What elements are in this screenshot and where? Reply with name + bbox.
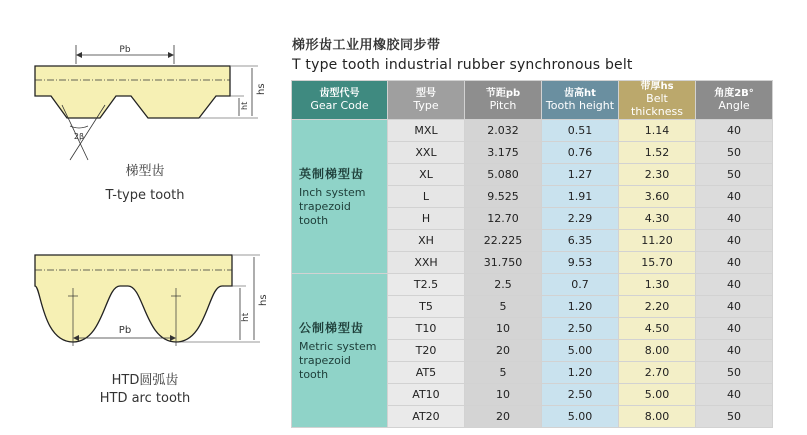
cell-type: AT20 — [388, 406, 465, 428]
cell-type: T5 — [388, 296, 465, 318]
header-angle — [696, 81, 773, 120]
cell-pitch: 2.032 — [465, 120, 542, 142]
cell-belt-thickness: 3.60 — [619, 186, 696, 208]
diagram-panel — [0, 0, 285, 435]
cell-tooth-height: 5.00 — [542, 340, 619, 362]
arrow-left-icon — [76, 52, 82, 58]
header-type-en: Type — [413, 98, 439, 112]
cell-type: MXL — [388, 120, 465, 142]
header-type-cn: 型号 — [416, 87, 436, 99]
group-inch-cn: 英制梯型齿 — [299, 167, 365, 181]
cell-tooth-height: 2.29 — [542, 208, 619, 230]
cell-belt-thickness: 4.50 — [619, 318, 696, 340]
cell-tooth-height: 1.27 — [542, 164, 619, 186]
cell-angle: 40 — [696, 230, 773, 252]
cell-pitch: 5.080 — [465, 164, 542, 186]
cell-angle: 50 — [696, 164, 773, 186]
spec-table — [291, 80, 773, 428]
t-type-caption — [90, 163, 200, 205]
htd-belt-profile — [35, 255, 232, 342]
group-metric-en2: trapezoid — [299, 354, 351, 367]
htd-caption-cn: HTD圆弧齿 — [111, 373, 179, 388]
cell-tooth-height: 0.76 — [542, 142, 619, 164]
page-title-cn: 梯形齿工业用橡胶同步带 — [292, 38, 441, 53]
cell-belt-thickness: 8.00 — [619, 406, 696, 428]
header-angle-en: Angle — [718, 98, 750, 112]
cell-pitch: 5 — [465, 362, 542, 384]
cell-tooth-height: 0.7 — [542, 274, 619, 296]
t-ht-label: ht — [240, 101, 249, 110]
header-gear-en: Gear Code — [310, 98, 369, 112]
htd-pb-label: Pb — [118, 325, 132, 336]
cell-tooth-height: 5.00 — [542, 406, 619, 428]
header-thickness-en: Belt thickness — [631, 92, 683, 118]
cell-type: XXH — [388, 252, 465, 274]
t-pb-label: Pb — [119, 45, 131, 55]
cell-belt-thickness: 11.20 — [619, 230, 696, 252]
cell-tooth-height: 0.51 — [542, 120, 619, 142]
cell-angle: 50 — [696, 142, 773, 164]
cell-pitch: 12.70 — [465, 208, 542, 230]
cell-pitch: 10 — [465, 384, 542, 406]
cell-tooth-height: 2.50 — [542, 318, 619, 340]
cell-belt-thickness: 2.30 — [619, 164, 696, 186]
cell-belt-thickness: 15.70 — [619, 252, 696, 274]
table-row — [292, 274, 773, 296]
cell-angle: 40 — [696, 318, 773, 340]
group-inch-en1: Inch system — [299, 186, 366, 199]
cell-angle: 40 — [696, 186, 773, 208]
header-height-cn: 齿高ht — [564, 87, 596, 99]
cell-pitch: 2.5 — [465, 274, 542, 296]
cell-angle: 40 — [696, 274, 773, 296]
header-belt-thickness — [619, 81, 696, 120]
table-row — [292, 120, 773, 142]
cell-type: XL — [388, 164, 465, 186]
cell-pitch: 9.525 — [465, 186, 542, 208]
t-angle-label: 2β — [73, 132, 85, 141]
cell-belt-thickness: 8.00 — [619, 340, 696, 362]
cell-belt-thickness: 2.70 — [619, 362, 696, 384]
cell-type: T2.5 — [388, 274, 465, 296]
header-angle-cn: 角度2B° — [714, 87, 754, 99]
cell-angle: 50 — [696, 362, 773, 384]
cell-type: T10 — [388, 318, 465, 340]
cell-type: XXL — [388, 142, 465, 164]
cell-pitch: 22.225 — [465, 230, 542, 252]
header-pitch-en: Pitch — [489, 98, 517, 112]
group-inch-en3: tooth — [299, 214, 329, 227]
header-gear-code — [292, 81, 388, 120]
group-inch-en2: trapezoid — [299, 200, 351, 213]
cell-tooth-height: 1.20 — [542, 362, 619, 384]
cell-angle: 40 — [696, 252, 773, 274]
cell-belt-thickness: 1.52 — [619, 142, 696, 164]
cell-tooth-height: 6.35 — [542, 230, 619, 252]
htd-hs-label: hs — [258, 294, 269, 306]
cell-type: AT5 — [388, 362, 465, 384]
group-metric-cell — [292, 274, 388, 428]
htd-caption-en: HTD arc tooth — [99, 391, 191, 406]
header-gear-cn: 齿型代号 — [319, 87, 360, 99]
cell-angle: 40 — [696, 208, 773, 230]
cell-belt-thickness: 1.30 — [619, 274, 696, 296]
group-metric-en3: tooth — [299, 368, 329, 381]
cell-tooth-height: 1.91 — [542, 186, 619, 208]
cell-belt-thickness: 1.14 — [619, 120, 696, 142]
cell-pitch: 20 — [465, 406, 542, 428]
t-type-caption-en: T-type tooth — [105, 188, 185, 203]
cell-belt-thickness: 2.20 — [619, 296, 696, 318]
cell-type: AT10 — [388, 384, 465, 406]
cell-belt-thickness: 4.30 — [619, 208, 696, 230]
cell-tooth-height: 2.50 — [542, 384, 619, 406]
arrow-right-icon — [168, 52, 174, 58]
page-header — [292, 34, 633, 73]
cell-belt-thickness: 5.00 — [619, 384, 696, 406]
cell-angle: 40 — [696, 120, 773, 142]
cell-type: L — [388, 186, 465, 208]
htd-caption — [75, 372, 215, 408]
cell-pitch: 10 — [465, 318, 542, 340]
header-height-en: Tooth height — [545, 98, 615, 112]
group-metric-cn: 公制梯型齿 — [299, 321, 365, 335]
cell-tooth-height: 9.53 — [542, 252, 619, 274]
header-pitch — [465, 81, 542, 120]
t-hs-label: hs — [256, 83, 267, 95]
t-type-caption-cn: 梯型齿 — [125, 164, 165, 179]
cell-pitch: 31.750 — [465, 252, 542, 274]
group-metric-en1: Metric system — [299, 340, 377, 353]
cell-tooth-height: 1.20 — [542, 296, 619, 318]
cell-angle: 50 — [696, 406, 773, 428]
cell-type: XH — [388, 230, 465, 252]
header-tooth-height — [542, 81, 619, 120]
cell-pitch: 5 — [465, 296, 542, 318]
header-type — [388, 81, 465, 120]
cell-type: H — [388, 208, 465, 230]
cell-angle: 40 — [696, 340, 773, 362]
htd-ht-label: ht — [241, 312, 251, 322]
header-thickness-cn: 带厚hs — [640, 81, 674, 92]
cell-pitch: 3.175 — [465, 142, 542, 164]
header-pitch-cn: 节距pb — [485, 87, 521, 99]
page-title-en: T type tooth industrial rubber synchronous belt — [292, 57, 633, 73]
cell-angle: 40 — [696, 384, 773, 406]
group-inch-cell — [292, 120, 388, 274]
table-body — [292, 120, 773, 428]
table-header-row — [292, 81, 773, 120]
cell-pitch: 20 — [465, 340, 542, 362]
cell-type: T20 — [388, 340, 465, 362]
cell-angle: 40 — [696, 296, 773, 318]
